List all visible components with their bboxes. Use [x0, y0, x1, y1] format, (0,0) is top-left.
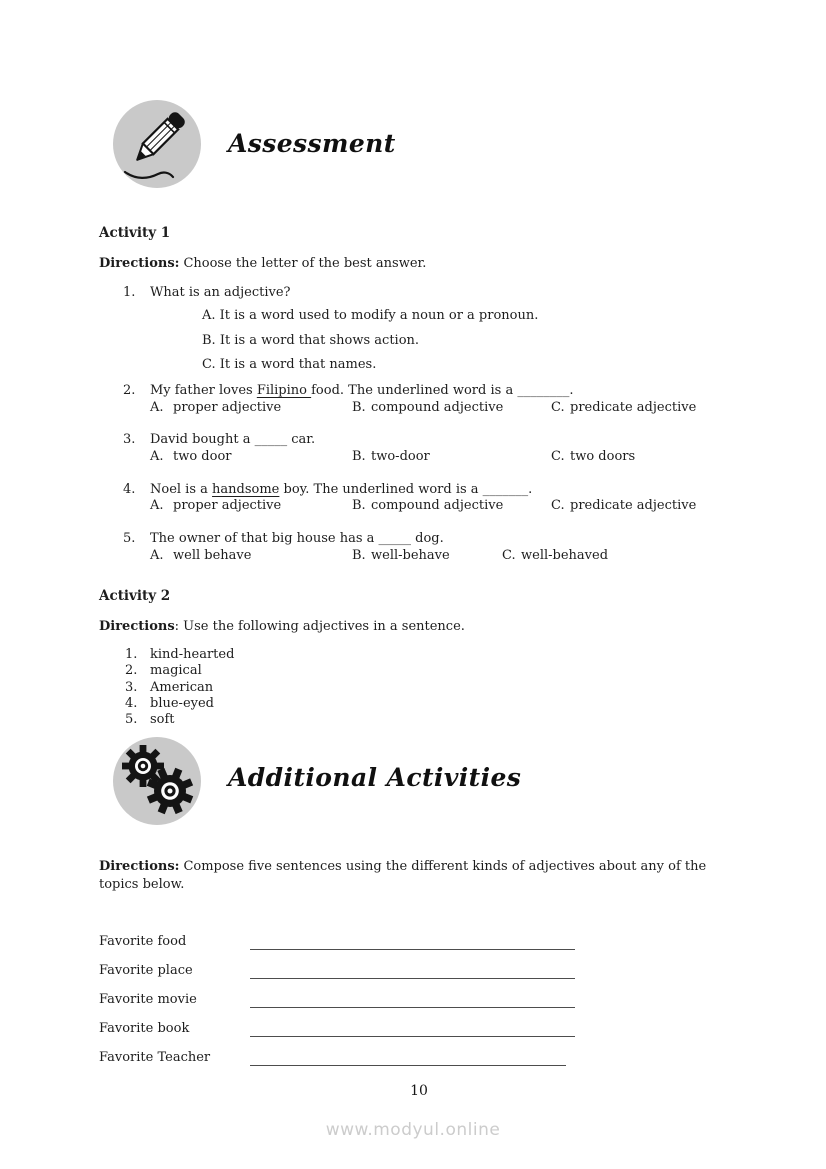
question-text: David bought a _____ car. — [150, 432, 316, 447]
question-2 — [123, 383, 747, 400]
option-c — [551, 400, 696, 416]
question-text-post: food. The underlined word is a ________. — [311, 383, 574, 398]
question-text-pre: Noel is a — [150, 481, 213, 497]
option-a — [150, 498, 281, 514]
question-number: 4. — [123, 481, 136, 497]
option-key: C. — [551, 448, 565, 464]
question-number: 5. — [123, 531, 136, 546]
option-key: B. — [352, 448, 366, 464]
gears-icon — [112, 736, 202, 826]
question-text: The owner of that big house has a _____ dog. — [150, 531, 444, 546]
pencil-icon — [112, 99, 202, 189]
option-a — [150, 449, 232, 465]
option-a — [150, 548, 251, 564]
list-item — [125, 680, 747, 696]
option-key: C. — [502, 547, 516, 563]
option-key: A. — [150, 498, 164, 513]
page-number: 10 — [410, 1083, 428, 1099]
directions-label: Directions: — [99, 859, 180, 874]
option-b — [352, 400, 503, 416]
question-5 — [123, 531, 747, 548]
assessment-title: Assessment — [228, 129, 396, 158]
question-text — [150, 383, 573, 400]
question-number: 3. — [123, 432, 136, 447]
underlined-word: handsome — [212, 481, 280, 497]
list-item — [125, 696, 747, 712]
question-1-choice-a: A. It is a word used to modify a noun or a pronoun. — [202, 308, 539, 323]
activity2-section — [99, 588, 747, 728]
assessment-header — [112, 99, 712, 191]
directions-text: Choose the letter of the best answer. — [183, 256, 427, 271]
answer-line — [250, 993, 575, 1008]
activity2-directions — [99, 619, 747, 635]
answer-line — [250, 1051, 566, 1066]
additional-activities-title: Additional Activities — [228, 763, 522, 792]
answer-line — [250, 964, 575, 979]
item-number: 1. — [125, 647, 138, 662]
option-c — [551, 449, 635, 465]
topic-label: Favorite book — [99, 1021, 190, 1036]
item-number: 5. — [125, 712, 138, 728]
directions-text: : Use the following adjectives in a sentence. — [174, 619, 465, 634]
topic-row — [99, 979, 739, 1008]
item-text: soft — [150, 712, 175, 728]
option-text: two-door — [371, 448, 430, 464]
question-1-choice-b: B. It is a word that shows action. — [202, 332, 420, 348]
question-1-choice-c: C. It is a word that names. — [202, 357, 377, 372]
option-a — [150, 400, 281, 416]
activity1-section — [99, 225, 747, 564]
underlined-word: Filipino — [256, 383, 312, 398]
question-text-post: boy. The underlined word is a _______. — [279, 481, 533, 497]
option-c — [551, 498, 696, 514]
question-4-options — [99, 498, 747, 515]
additional-directions — [99, 858, 747, 893]
option-key: B. — [352, 547, 366, 563]
option-key: B. — [352, 498, 366, 513]
option-key: A. — [150, 448, 164, 464]
option-key: A. — [150, 547, 164, 563]
topic-label: Favorite Teacher — [99, 1050, 211, 1065]
question-number: 1. — [123, 285, 136, 300]
question-number: 2. — [123, 383, 136, 398]
question-5-options — [99, 548, 747, 565]
directions-label: Directions: — [99, 256, 180, 271]
option-key: A. — [150, 399, 164, 415]
watermark: www.modyul.online — [325, 1120, 501, 1140]
list-item — [125, 647, 747, 663]
question-text: What is an adjective? — [150, 285, 291, 300]
option-text: well-behaved — [521, 547, 609, 563]
topic-label: Favorite food — [99, 934, 187, 949]
question-3-options — [99, 449, 747, 466]
option-text: compound adjective — [371, 498, 504, 513]
question-4 — [123, 482, 747, 499]
topic-row — [99, 1008, 739, 1037]
topic-label: Favorite movie — [99, 992, 197, 1007]
item-number: 2. — [125, 663, 138, 679]
list-item — [125, 663, 747, 679]
option-text: compound adjective — [371, 399, 504, 415]
option-text: two doors — [570, 448, 636, 464]
option-text: predicate adjective — [570, 498, 697, 513]
topic-row — [99, 950, 739, 979]
question-2-options — [99, 400, 747, 417]
option-b — [352, 449, 430, 465]
adjective-list — [99, 647, 747, 728]
activity1-heading: Activity 1 — [99, 225, 171, 241]
topic-label: Favorite place — [99, 963, 193, 978]
item-number: 3. — [125, 679, 138, 695]
list-item — [125, 712, 747, 728]
option-b — [352, 548, 450, 564]
item-text: kind-hearted — [150, 647, 235, 662]
directions-text: Compose five sentences using the different kinds of adjectives about any of the topics below. — [99, 859, 707, 892]
directions-label: Directions — [99, 619, 175, 634]
topic-row — [99, 921, 739, 950]
option-c — [502, 548, 608, 564]
question-1 — [123, 285, 747, 301]
option-text: proper adjective — [173, 498, 282, 513]
question-3 — [123, 432, 747, 449]
option-text: well behave — [173, 547, 252, 563]
item-text: American — [150, 679, 214, 695]
question-text — [150, 482, 532, 499]
topics-list — [99, 921, 739, 1066]
option-key: C. — [551, 498, 565, 513]
option-key: B. — [352, 399, 366, 415]
option-key: C. — [551, 399, 565, 415]
item-text: magical — [150, 663, 202, 679]
item-text: blue-eyed — [150, 695, 214, 711]
option-text: well-behave — [371, 547, 450, 563]
option-text: two door — [173, 448, 232, 464]
additional-activities-header — [112, 736, 712, 828]
option-text: predicate adjective — [570, 399, 697, 415]
answer-line — [250, 935, 575, 950]
item-number: 4. — [125, 695, 138, 711]
topic-row — [99, 1037, 739, 1066]
activity2-heading: Activity 2 — [99, 588, 171, 604]
option-b — [352, 498, 503, 514]
activity1-directions — [99, 256, 747, 272]
question-text-pre: My father loves — [150, 383, 257, 398]
answer-line — [250, 1022, 575, 1037]
option-text: proper adjective — [173, 399, 282, 415]
